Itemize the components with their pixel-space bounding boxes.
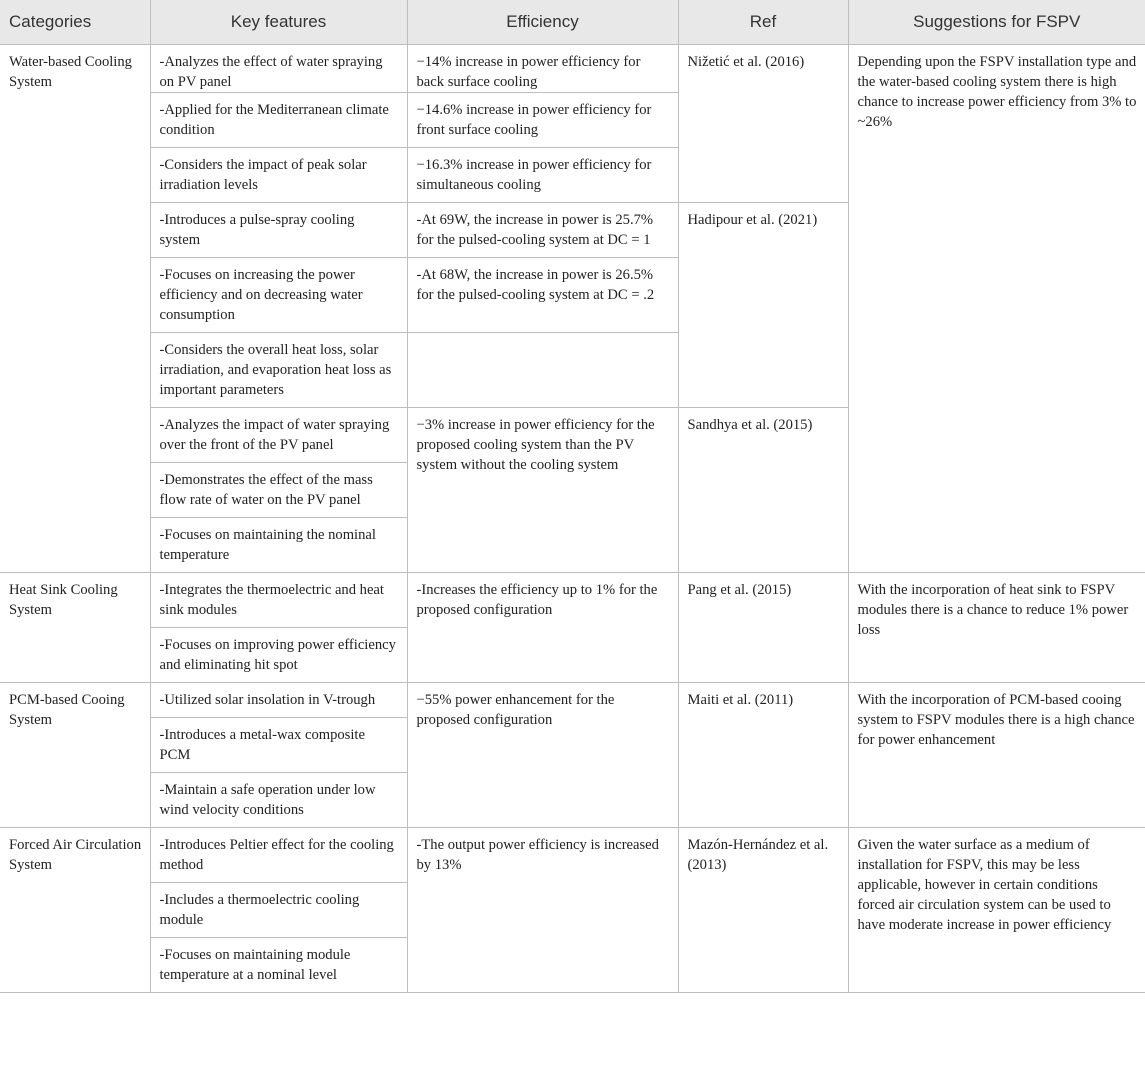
table-row bbox=[0, 683, 1145, 718]
feature-cell: -Focuses on maintaining the nominal temperature bbox=[150, 518, 407, 573]
ref-cell: Pang et al. (2015) bbox=[678, 573, 848, 683]
efficiency-cell: −14% increase in power efficiency for back surface cooling bbox=[407, 45, 678, 93]
ref-cell: Maiti et al. (2011) bbox=[678, 683, 848, 828]
feature-cell: -Focuses on improving power efficiency and eliminating hit spot bbox=[150, 628, 407, 683]
header-categories: Categories bbox=[0, 0, 150, 45]
ref-cell: Mazón-Hernández et al. (2013) bbox=[678, 828, 848, 993]
efficiency-cell: −55% power enhancement for the proposed configuration bbox=[407, 683, 678, 828]
table-row bbox=[0, 45, 1145, 93]
feature-cell: -Introduces Peltier effect for the cooling method bbox=[150, 828, 407, 883]
feature-cell: -Analyzes the effect of water spraying on PV panel bbox=[150, 45, 407, 93]
feature-cell: -Focuses on maintaining module temperature at a nominal level bbox=[150, 938, 407, 993]
header-row bbox=[0, 0, 1145, 45]
header-suggestions: Suggestions for FSPV bbox=[848, 0, 1145, 45]
efficiency-cell: −14.6% increase in power efficiency for front surface cooling bbox=[407, 93, 678, 148]
feature-cell: -Considers the impact of peak solar irradiation levels bbox=[150, 148, 407, 203]
header-ref: Ref bbox=[678, 0, 848, 45]
category-cell: Water-based Cooling System bbox=[0, 45, 150, 573]
efficiency-cell-empty bbox=[407, 333, 678, 408]
ref-cell: Sandhya et al. (2015) bbox=[678, 408, 848, 573]
feature-cell: -Focuses on increasing the power efficiency and on decreasing water consumption bbox=[150, 258, 407, 333]
ref-cell: Nižetić et al. (2016) bbox=[678, 45, 848, 203]
table-row bbox=[0, 573, 1145, 628]
feature-cell: -Utilized solar insolation in V-trough bbox=[150, 683, 407, 718]
feature-cell: -Includes a thermoelectric cooling module bbox=[150, 883, 407, 938]
suggestion-cell: With the incorporation of PCM-based cooing system to FSPV modules there is a high chance for power enhancement bbox=[848, 683, 1145, 828]
efficiency-cell: −3% increase in power efficiency for the proposed cooling system than the PV system without the cooling system bbox=[407, 408, 678, 573]
header-key-features: Key features bbox=[150, 0, 407, 45]
suggestion-cell: With the incorporation of heat sink to FSPV modules there is a chance to reduce 1% power loss bbox=[848, 573, 1145, 683]
feature-cell: -Maintain a safe operation under low wind velocity conditions bbox=[150, 773, 407, 828]
efficiency-cell: −16.3% increase in power efficiency for simultaneous cooling bbox=[407, 148, 678, 203]
feature-cell: -Demonstrates the effect of the mass flow rate of water on the PV panel bbox=[150, 463, 407, 518]
efficiency-cell: -Increases the efficiency up to 1% for the proposed configuration bbox=[407, 573, 678, 683]
suggestion-cell: Given the water surface as a medium of installation for FSPV, this may be less applicable, however in certain conditions forced air circulation system can be used to have moderate increase in power efficiency bbox=[848, 828, 1145, 993]
efficiency-cell: -The output power efficiency is increased by 13% bbox=[407, 828, 678, 993]
category-cell: Heat Sink Cooling System bbox=[0, 573, 150, 683]
suggestion-cell: Depending upon the FSPV installation type and the water-based cooling system there is high chance to increase power efficiency from 3% to ~26% bbox=[848, 45, 1145, 573]
category-cell: PCM-based Cooing System bbox=[0, 683, 150, 828]
feature-cell: -Considers the overall heat loss, solar irradiation, and evaporation heat loss as important parameters bbox=[150, 333, 407, 408]
table-row bbox=[0, 828, 1145, 883]
efficiency-cell: -At 69W, the increase in power is 25.7% for the pulsed-cooling system at DC = 1 bbox=[407, 203, 678, 258]
feature-cell: -Integrates the thermoelectric and heat sink modules bbox=[150, 573, 407, 628]
ref-cell: Hadipour et al. (2021) bbox=[678, 203, 848, 408]
feature-cell: -Introduces a pulse-spray cooling system bbox=[150, 203, 407, 258]
feature-cell: -Analyzes the impact of water spraying over the front of the PV panel bbox=[150, 408, 407, 463]
category-cell: Forced Air Circulation System bbox=[0, 828, 150, 993]
header-efficiency: Efficiency bbox=[407, 0, 678, 45]
feature-cell: -Applied for the Mediterranean climate condition bbox=[150, 93, 407, 148]
efficiency-cell: -At 68W, the increase in power is 26.5% for the pulsed-cooling system at DC = .2 bbox=[407, 258, 678, 333]
feature-cell: -Introduces a metal-wax composite PCM bbox=[150, 718, 407, 773]
